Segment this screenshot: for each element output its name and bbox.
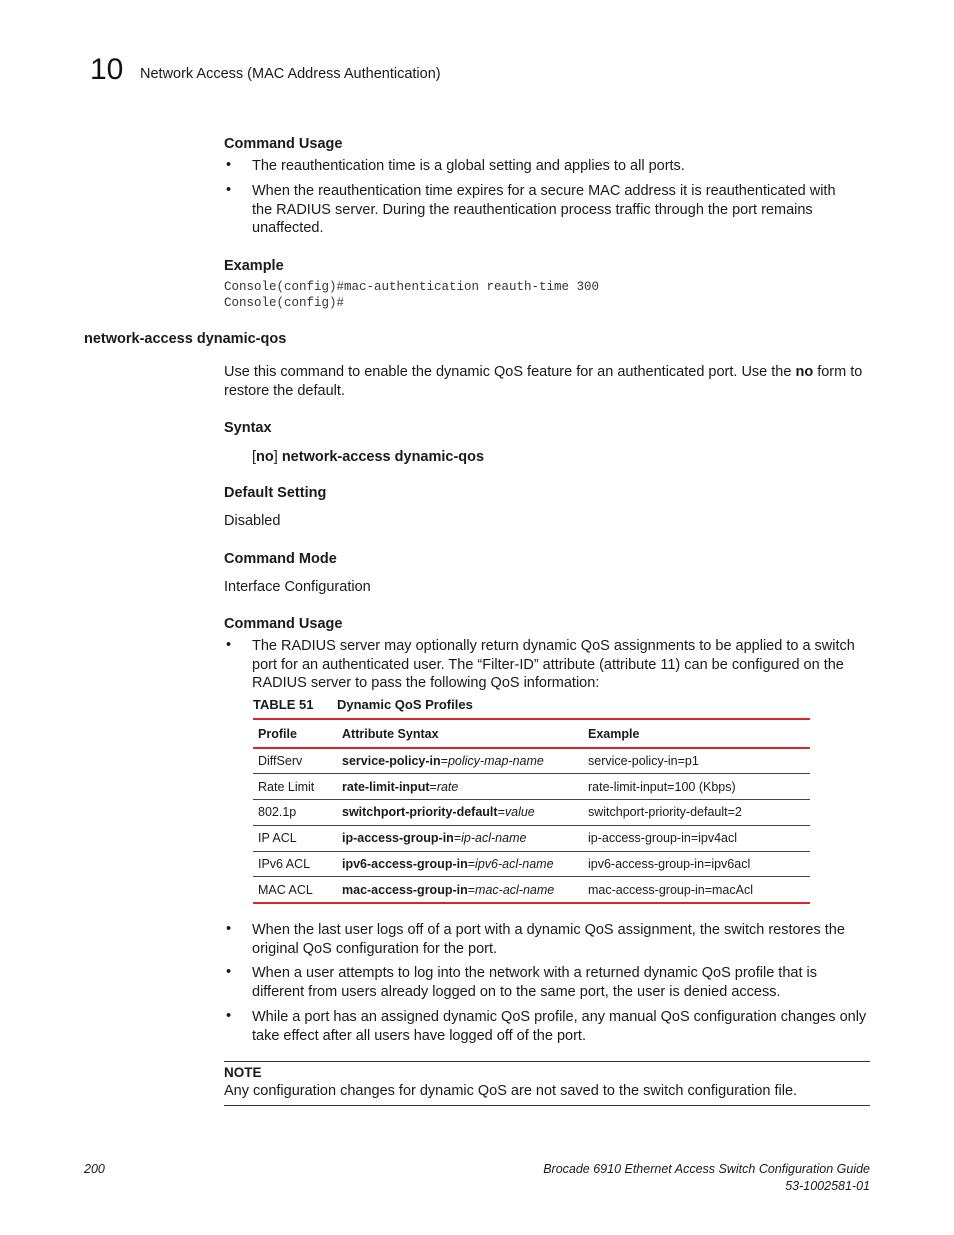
syntax-equals: = — [467, 882, 476, 897]
table-row — [253, 800, 810, 826]
syntax-argument: ipv6-acl-name — [475, 857, 554, 872]
table-row — [253, 825, 810, 851]
syntax-equals: = — [453, 831, 462, 846]
syntax-equals: = — [429, 779, 437, 794]
bullet-dot: • — [226, 182, 232, 198]
usage-bullet: While a port has an assigned dynamic QoS profile, any manual QoS configuration changes only take effect after all users have logged off of the port. — [252, 1009, 867, 1044]
table-row — [253, 877, 810, 903]
doc-title: Brocade 6910 Ethernet Access Switch Configuration Guide — [543, 1162, 870, 1176]
command-description — [224, 363, 872, 401]
usage-bullet: When a user attempts to log into the network with a returned dynamic QoS profile that is different from users already logged on to the same port, the user is denied access. — [252, 965, 817, 1000]
bullet-dot: • — [226, 921, 232, 937]
syntax-cell — [337, 748, 583, 774]
profile-cell: MAC ACL — [253, 877, 337, 903]
code-line: Console(config)# — [224, 296, 345, 310]
table-row — [253, 748, 810, 774]
example-cell: service-policy-in=p1 — [583, 748, 810, 774]
doc-number: 53-1002581-01 — [785, 1179, 870, 1193]
example-cell: switchport-priority-default=2 — [583, 800, 810, 826]
syntax-equals: = — [467, 857, 476, 872]
table-header-row — [253, 719, 810, 748]
example-cell: rate-limit-input=100 (Kbps) — [583, 774, 810, 800]
profile-cell: 802.1p — [253, 800, 337, 826]
syntax-equals: = — [440, 754, 448, 769]
profile-cell: IPv6 ACL — [253, 851, 337, 877]
default-heading: Default Setting — [224, 485, 327, 501]
table-label: TABLE 51 — [253, 697, 314, 712]
column-header: Example — [583, 719, 810, 748]
desc-text: Use this command to enable the dynamic QoS feature for an authenticated port. Use the — [224, 364, 796, 380]
dynamic-qos-table — [253, 718, 810, 904]
syntax-keyword: switchport-priority-default — [342, 805, 498, 820]
usage-bullet: When the reauthentication time expires for a secure MAC address it is reauthenticated with the RADIUS server. During the reauthentication process traffic through the port remains unaffected. — [252, 183, 836, 236]
example-cell: ip-access-group-in=ipv4acl — [583, 825, 810, 851]
syntax-keyword: mac-access-group-in — [342, 882, 468, 897]
syntax-bracket: ] — [273, 449, 282, 465]
bullet-dot: • — [226, 637, 232, 653]
syntax-no: no — [256, 449, 274, 465]
usage-bullet: The RADIUS server may optionally return dynamic QoS assignments to be applied to a switch port for an authenticated user. The “Filter-ID” attribute (attribute 11) can be configured on the RADIUS server to pass the following QoS information: — [252, 638, 855, 691]
profile-cell: IP ACL — [253, 825, 337, 851]
usage-heading-2: Command Usage — [224, 616, 343, 632]
syntax-cell — [337, 774, 583, 800]
note-heading: NOTE — [224, 1065, 262, 1080]
column-header: Profile — [253, 719, 337, 748]
code-line: Console(config)#mac-authentication reauth-time 300 — [224, 280, 600, 294]
syntax-command: network-access dynamic-qos — [281, 449, 485, 465]
syntax-bracket: [ — [252, 449, 257, 465]
note-top-rule — [224, 1061, 870, 1062]
chapter-number: 10 — [90, 53, 124, 86]
example-cell: ipv6-access-group-in=ipv6acl — [583, 851, 810, 877]
bullet-dot: • — [226, 1008, 232, 1024]
table-caption: Dynamic QoS Profiles — [337, 697, 473, 712]
table-row — [253, 851, 810, 877]
syntax-heading: Syntax — [224, 420, 272, 436]
mode-heading: Command Mode — [224, 551, 337, 567]
syntax-argument: value — [504, 805, 535, 820]
syntax-cell — [337, 800, 583, 826]
syntax-argument: ip-acl-name — [461, 831, 527, 846]
usage-bullet: When the last user logs off of a port with a dynamic QoS assignment, the switch restores the original QoS configuration for the port. — [252, 922, 845, 957]
column-header: Attribute Syntax — [337, 719, 583, 748]
profile-cell: DiffServ — [253, 748, 337, 774]
syntax-cell — [337, 877, 583, 903]
usage-heading-1: Command Usage — [224, 136, 343, 152]
syntax-keyword: ip-access-group-in — [342, 831, 454, 846]
bullet-dot: • — [226, 964, 232, 980]
table-row — [253, 774, 810, 800]
mode-value: Interface Configuration — [224, 579, 371, 595]
syntax-keyword: ipv6-access-group-in — [342, 857, 468, 872]
syntax-cell — [337, 825, 583, 851]
page-number: 200 — [84, 1162, 105, 1176]
syntax-keyword: service-policy-in — [342, 754, 441, 769]
desc-text: form to restore the default. — [224, 364, 863, 399]
chapter-title: Network Access (MAC Address Authentication) — [140, 66, 441, 82]
desc-keyword: no — [795, 364, 814, 380]
syntax-argument: policy-map-name — [447, 754, 544, 769]
bullet-dot: • — [226, 157, 232, 173]
note-text: Any configuration changes for dynamic QoS are not saved to the switch configuration file. — [224, 1083, 798, 1099]
profile-cell: Rate Limit — [253, 774, 337, 800]
example-heading: Example — [224, 258, 284, 274]
syntax-keyword: rate-limit-input — [342, 779, 430, 794]
command-title: network-access dynamic-qos — [84, 331, 287, 347]
example-cell: mac-access-group-in=macAcl — [583, 877, 810, 903]
usage-bullet: The reauthentication time is a global setting and applies to all ports. — [252, 158, 685, 174]
note-bottom-rule — [224, 1105, 870, 1106]
default-value: Disabled — [224, 513, 281, 529]
syntax-line — [252, 448, 484, 467]
syntax-cell — [337, 851, 583, 877]
syntax-argument: rate — [436, 779, 459, 794]
syntax-equals: = — [497, 805, 505, 820]
syntax-argument: mac-acl-name — [475, 882, 555, 897]
